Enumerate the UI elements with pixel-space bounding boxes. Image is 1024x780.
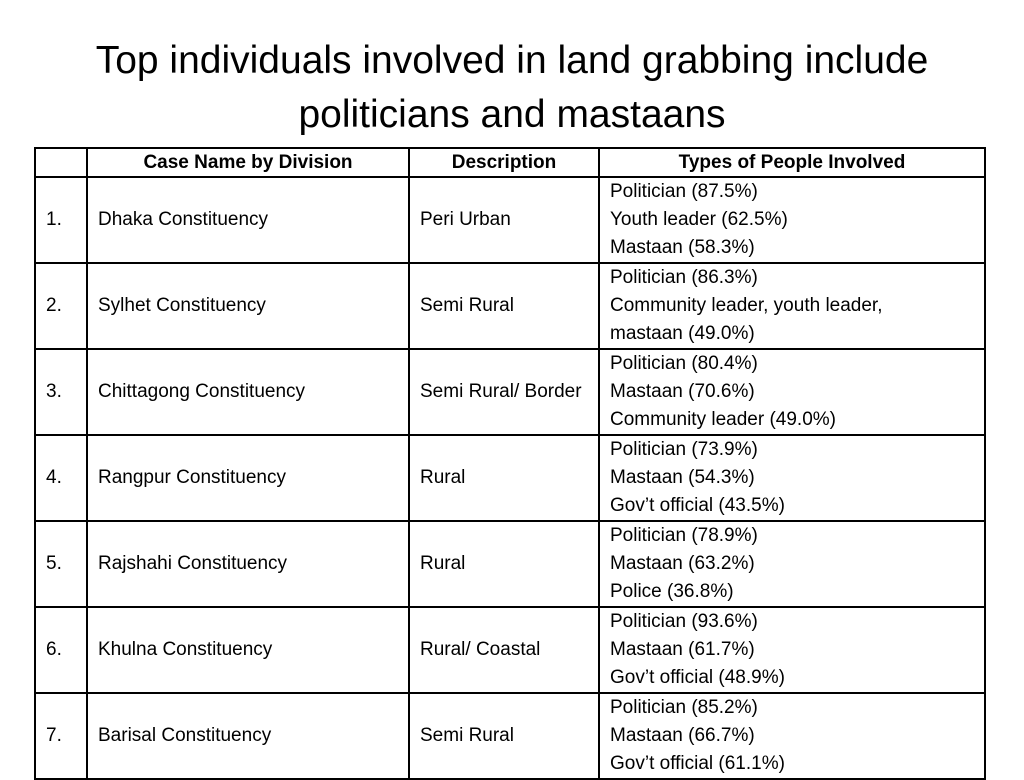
people-involved-item: Mastaan (61.7%) (610, 639, 755, 660)
people-involved-cell (599, 435, 985, 521)
slide-title (0, 34, 1024, 142)
table-row (35, 607, 985, 693)
people-involved-cell (599, 263, 985, 349)
row-number: 7. (35, 693, 87, 779)
people-involved-cell (599, 349, 985, 435)
table-row (35, 521, 985, 607)
table-header (35, 148, 985, 177)
table-row (35, 263, 985, 349)
people-involved-item: Politician (80.4%) (610, 353, 758, 374)
case-name-cell: Sylhet Constituency (87, 263, 409, 349)
people-involved-item: mastaan (49.0%) (610, 323, 755, 344)
people-involved-item: Youth leader (62.5%) (610, 209, 788, 230)
table-body (35, 177, 985, 779)
people-involved-item: Gov’t official (43.5%) (610, 495, 785, 516)
description-cell: Semi Rural (409, 693, 599, 779)
people-involved-item: Mastaan (58.3%) (610, 237, 755, 258)
people-involved-item: Community leader (49.0%) (610, 409, 836, 430)
people-involved-item: Police (36.8%) (610, 581, 734, 602)
slide-title-line-1: Top individuals involved in land grabbing include (95, 39, 929, 82)
row-number: 2. (35, 263, 87, 349)
people-involved-item: Politician (78.9%) (610, 525, 758, 546)
table-row (35, 693, 985, 779)
description-cell: Semi Rural (409, 263, 599, 349)
people-involved-item: Politician (85.2%) (610, 697, 758, 718)
people-involved-cell (599, 521, 985, 607)
description-cell: Semi Rural/ Border (409, 349, 599, 435)
row-number: 5. (35, 521, 87, 607)
description-cell: Rural (409, 521, 599, 607)
people-involved-item: Politician (86.3%) (610, 267, 758, 288)
case-name-cell: Barisal Constituency (87, 693, 409, 779)
people-involved-cell (599, 607, 985, 693)
header-description: Description (409, 148, 599, 177)
case-name-cell: Khulna Constituency (87, 607, 409, 693)
header-people-involved: Types of People Involved (599, 148, 985, 177)
case-name-cell: Rangpur Constituency (87, 435, 409, 521)
description-cell: Rural/ Coastal (409, 607, 599, 693)
table-row (35, 349, 985, 435)
table-row (35, 435, 985, 521)
case-name-cell: Rajshahi Constituency (87, 521, 409, 607)
people-involved-item: Mastaan (54.3%) (610, 467, 755, 488)
header-number (35, 148, 87, 177)
people-involved-item: Gov’t official (61.1%) (610, 753, 785, 774)
people-involved-cell (599, 177, 985, 263)
description-cell: Rural (409, 435, 599, 521)
people-involved-item: Politician (73.9%) (610, 439, 758, 460)
row-number: 4. (35, 435, 87, 521)
people-involved-item: Gov’t official (48.9%) (610, 667, 785, 688)
slide-title-line-2: politicians and mastaans (298, 93, 726, 136)
people-involved-item: Politician (93.6%) (610, 611, 758, 632)
table-header-row (35, 148, 985, 177)
people-involved-cell (599, 693, 985, 779)
people-involved-item: Mastaan (70.6%) (610, 381, 755, 402)
case-name-cell: Dhaka Constituency (87, 177, 409, 263)
row-number: 6. (35, 607, 87, 693)
row-number: 3. (35, 349, 87, 435)
row-number: 1. (35, 177, 87, 263)
people-involved-item: Mastaan (66.7%) (610, 725, 755, 746)
land-grabbing-table (34, 147, 986, 780)
case-name-cell: Chittagong Constituency (87, 349, 409, 435)
table-row (35, 177, 985, 263)
header-case-name: Case Name by Division (87, 148, 409, 177)
people-involved-item: Politician (87.5%) (610, 181, 758, 202)
description-cell: Peri Urban (409, 177, 599, 263)
people-involved-item: Community leader, youth leader, (610, 295, 883, 316)
people-involved-item: Mastaan (63.2%) (610, 553, 755, 574)
